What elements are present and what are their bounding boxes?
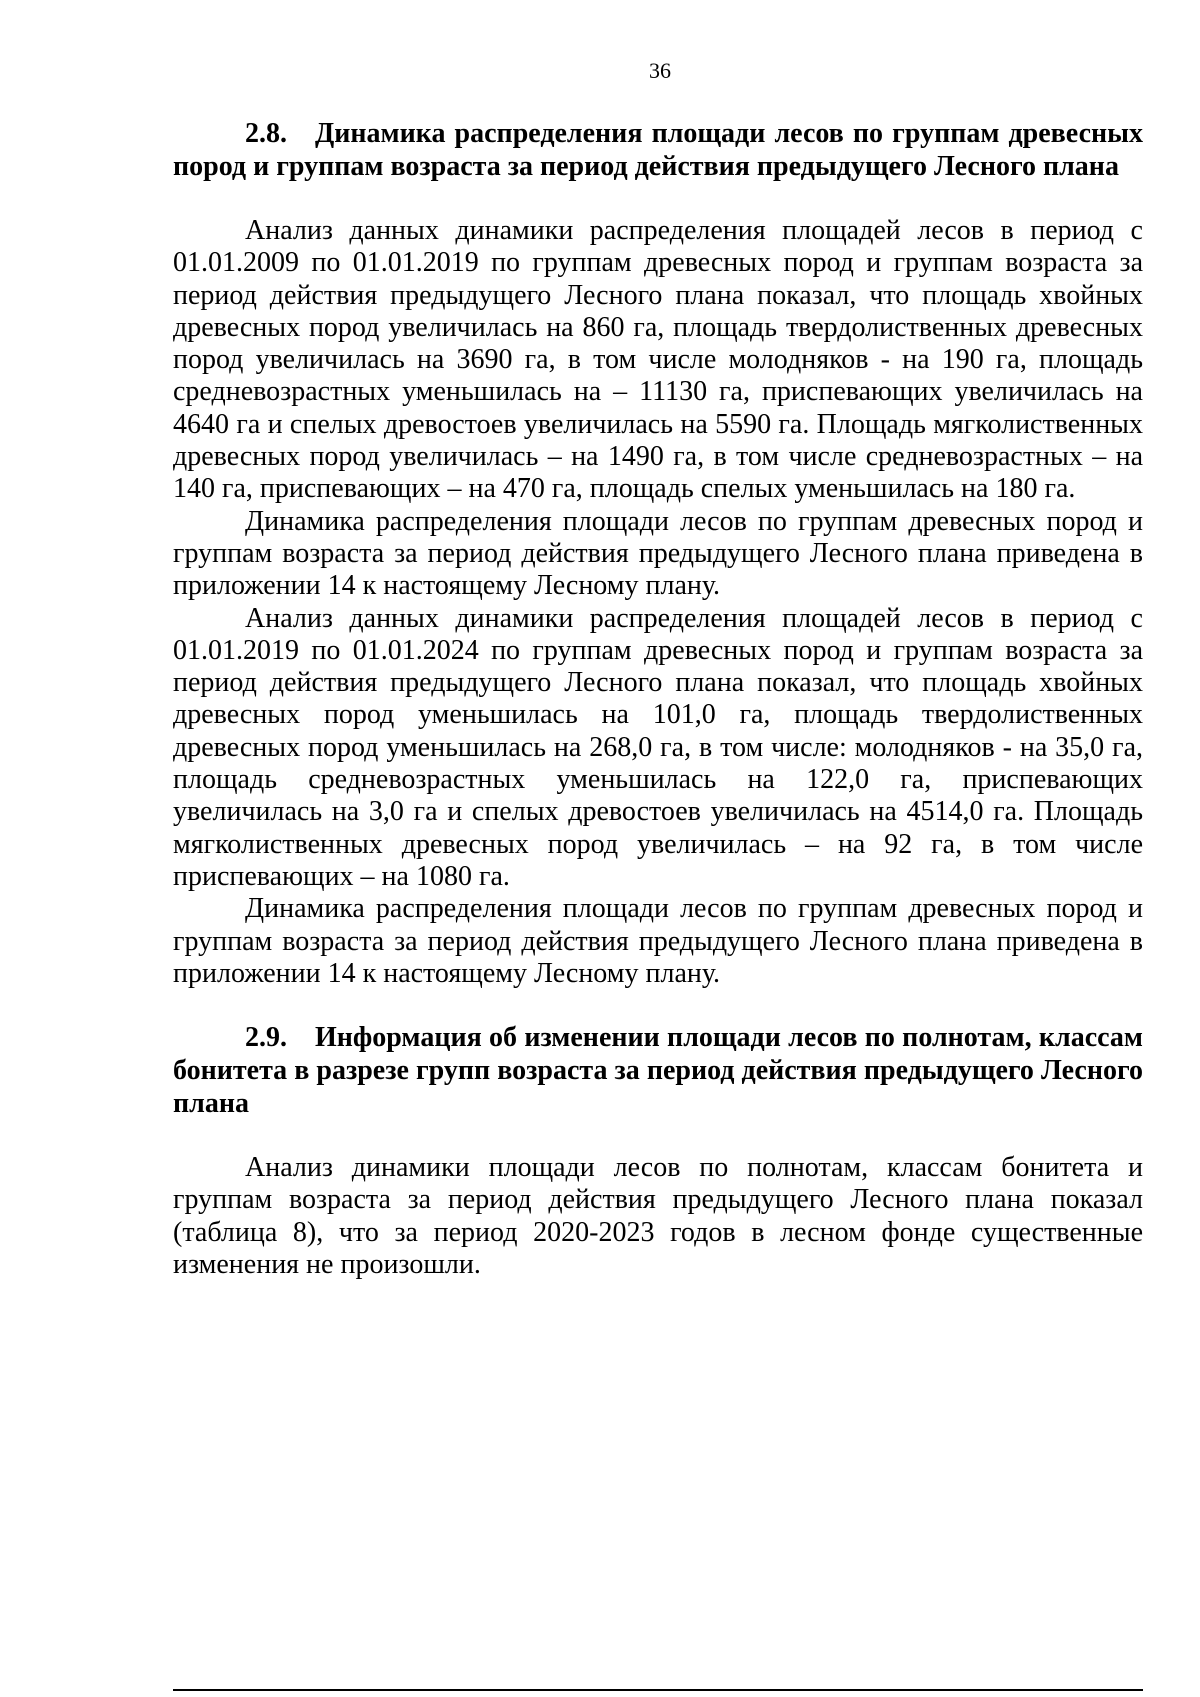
section-title: Информация об изменении площади лесов по полнотам, классам бонитета в разрезе групп возраста за период действия предыдущего Лесного плана xyxy=(173,1022,1143,1120)
paragraph: Анализ данных динамики распределения площадей лесов в период с 01.01.2009 по 01.01.2019 по группам древесных пород и группам возраста за период действия предыдущего Лесного плана показал, что площадь хвойных древесных пород увеличилась на 860 га, площадь твердолиственных древесных пород увеличилась на 3690 га, в том числе молодняков - на 190 га, площадь средневозрастных уменьшилась на – 11130 га, приспевающих увеличилась на 4640 га и спелых древостоев увеличилась на 5590 га. Площадь мягколиственных древесных пород увеличилась – на 1490 га, в том числе средневозрастных – на 140 га, приспевающих – на 470 га, площадь спелых уменьшилась на 180 га. xyxy=(173,215,1143,505)
section-title: Динамика распределения площади лесов по группам древесных пород и группам возраста за период действия предыдущего Лесного плана xyxy=(173,118,1143,182)
section-number: 2.9. xyxy=(245,1022,287,1054)
paragraph: Динамика распределения площади лесов по группам древесных пород и группам возраста за период действия предыдущего Лесного плана приведена в приложении 14 к настоящему Лесному плану. xyxy=(173,893,1143,989)
footer-rule xyxy=(173,1689,1143,1691)
section-heading-2-8 xyxy=(173,117,1143,183)
document-body xyxy=(173,117,1143,1281)
paragraph: Анализ данных динамики распределения площадей лесов в период с 01.01.2019 по 01.01.2024 по группам древесных пород и группам возраста за период действия предыдущего Лесного плана показал, что площадь хвойных древесных пород уменьшилась на 101,0 га, площадь твердолиственных древесных пород уменьшилась на 268,0 га, в том числе: молодняков - на 35,0 га, площадь средневозрастных уменьшилась на 122,0 га, приспевающих увеличилась на 3,0 га и спелых древостоев увеличилась на 4514,0 га. Площадь мягколиственных древесных пород увеличилась – на 92 га, в том числе приспевающих – на 1080 га. xyxy=(173,602,1143,892)
section-heading-2-9 xyxy=(173,1021,1143,1120)
paragraph: Анализ динамики площади лесов по полнотам, классам бонитета и группам возраста за период действия предыдущего Лесного плана показал (таблица 8), что за период 2020-2023 годов в лесном фонде существенные изменения не произошли. xyxy=(173,1152,1143,1281)
paragraph: Динамика распределения площади лесов по группам древесных пород и группам возраста за период действия предыдущего Лесного плана приведена в приложении 14 к настоящему Лесному плану. xyxy=(173,505,1143,602)
section-number: 2.8. xyxy=(245,118,287,149)
page-number: 36 xyxy=(649,58,671,83)
